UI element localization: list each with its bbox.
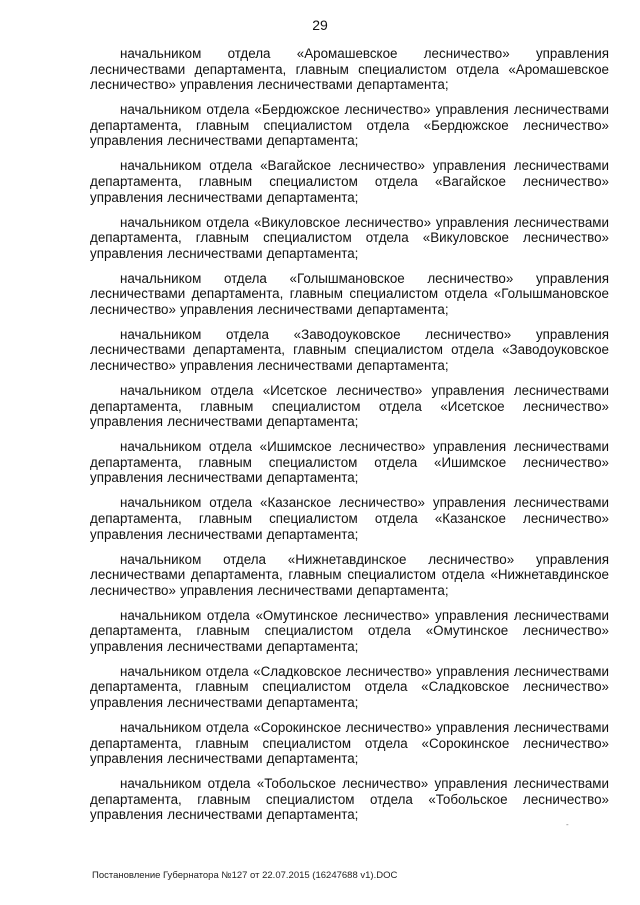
paragraph-isetskoe: начальником отдела «Исетское лесничество» управления лесничествами департамента, главным специалистом отдела «Исетское лесничество» управления лесничествами департамента; — [90, 383, 609, 430]
paragraph-berdyuzhskoe: начальником отдела «Бердюжское лесничество» управления лесничествами департамента, главным специалистом отдела «Бердюжское лесничество» управления лесничествами департамента; — [90, 102, 609, 149]
paragraph-golyshmanovskoe: начальником отдела «Голышмановское лесничество» управления лесничествами департамента, главным специалистом отдела «Голышмановское лесничество» управления лесничествами департамента; — [90, 270, 609, 317]
paragraph-omutinskoe: начальником отдела «Омутинское лесничество» управления лесничествами департамента, главным специалистом отдела «Омутинское лесничество» управления лесничествами департамента; — [90, 607, 609, 654]
paragraph-sorokinskoe: начальником отдела «Сорокинское лесничество» управления лесничествами департамента, главным специалистом отдела «Сорокинское лесничество» управления лесничествами департамента; — [90, 720, 609, 767]
paragraph-sladkovskoe: начальником отдела «Сладковское лесничество» управления лесничествами департамента, главным специалистом отдела «Сладковское лесничество» управления лесничествами департамента; — [90, 663, 609, 711]
paragraph-kazanskoe: начальником отдела «Казанское лесничество» управления лесничествами департамента, главным специалистом отдела «Казанское лесничество» управления лесничествами департамента; — [90, 495, 609, 542]
paragraph-vagayskoe: начальником отдела «Вагайское лесничество» управления лесничествами департамента, главным специалистом отдела «Вагайское лесничество» управления лесничествами департамента; — [90, 158, 609, 205]
paragraph-nizhnetavdinskoe: начальником отдела «Нижнетавдинское лесничество» управления лесничествами департамента, главным специалистом отдела «Нижнетавдинское лесничество» управления лесничествами департамента; — [90, 551, 609, 598]
paragraph-ishimskoe: начальником отдела «Ишимское лесничество» управления лесничествами департамента, главным специалистом отдела «Ишимское лесничество» управления лесничествами департамента; — [90, 439, 609, 486]
margin-mark: - — [566, 820, 569, 829]
document-body — [90, 46, 609, 832]
page-number: 29 — [312, 17, 328, 33]
paragraph-tobolskoe: начальником отдела «Тобольское лесничество» управления лесничествами департамента, главным специалистом отдела «Тобольское лесничество» управления лесничествами департамента; — [90, 776, 609, 823]
paragraph-zavodoukovskoe: начальником отдела «Заводоуковское лесничество» управления лесничествами департамента, главным специалистом отдела «Заводоуковское лесничество» управления лесничествами департамента; — [90, 326, 609, 374]
document-footer: Постановление Губернатора №127 от 22.07.2015 (16247688 v1).DOC — [92, 870, 398, 881]
paragraph-aromashevskoe: начальником отдела «Аромашевское лесничество» управления лесничествами департамента, главным специалистом отдела «Аромашевское лесничество» управления лесничествами департамента; — [90, 46, 609, 93]
paragraph-vikulovskoe: начальником отдела «Викуловское лесничество» управления лесничествами департамента, главным специалистом отдела «Викуловское лесничество» управления лесничествами департамента; — [90, 214, 609, 261]
